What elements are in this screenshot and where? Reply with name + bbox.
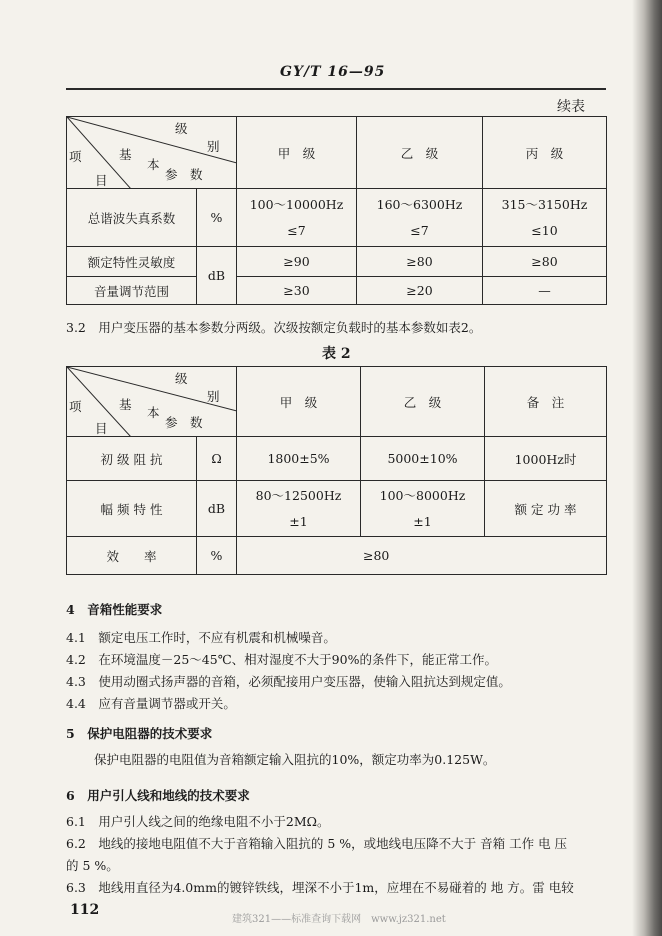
corner-grade: 级 (175, 121, 188, 136)
section-6-item: 6.2 地线的接地电阻值不大于音箱输入阻抗的 5 %，或地线电压降不大于 音箱 工作 电 压 (66, 836, 568, 851)
page-header: GY/T 16—95 (280, 64, 386, 80)
corner-item: 项 (69, 149, 82, 164)
value-cell: 315～3150Hz ≤10 (483, 189, 607, 247)
section-4-item: 4.4 应有音量调节器或开关。 (66, 696, 236, 711)
corner-bie: 别 (207, 139, 220, 154)
section-4-item: 4.3 使用动圈式扬声器的音箱，必须配接用户变压器，使输入阻抗达到规定值。 (66, 674, 511, 689)
value-cell: 100～10000Hz ≤7 (237, 189, 357, 247)
row-label: 总谐波失真系数 (67, 189, 197, 247)
value-cell: ≥90 (237, 247, 357, 277)
section-5-body: 保护电阻器的电阻值为音箱额定输入阻抗的10%，额定功率为0.125W。 (94, 752, 496, 767)
corner-ben: 本 (147, 157, 160, 172)
row-label: 效 率 (67, 537, 197, 575)
value-cell: 160～6300Hz ≤7 (357, 189, 483, 247)
merged-value-cell: ≥80 (237, 537, 607, 575)
page-number: 112 (70, 902, 100, 918)
section-6-item-continued: 的 5 %。 (66, 858, 119, 873)
row-label: 幅 频 特 性 (67, 481, 197, 537)
column-header: 丙 级 (483, 117, 607, 189)
corner-mu: 目 (95, 421, 108, 436)
section-4-item: 4.2 在环境温度－25～45℃、相对湿度不大于90%的条件下，能正常工作。 (66, 652, 497, 667)
column-header: 乙 级 (357, 117, 483, 189)
table-2-caption: 表 2 (322, 346, 351, 362)
column-header: 甲 级 (237, 117, 357, 189)
value-cell: 5000±10% (361, 437, 485, 481)
corner-item: 项 (69, 399, 82, 414)
section-6-item: 6.1 用户引人线之间的绝缘电阻不小于2MΩ。 (66, 814, 330, 829)
section-4-title: 4 音箱性能要求 (66, 602, 163, 617)
table-1 (66, 116, 607, 305)
section-6-item: 6.3 地线用直径为4.0mm的镀锌铁线，埋深不小于1m，应埋在不易碰着的 地 方。雷 电较 (66, 880, 574, 895)
column-header: 乙 级 (361, 367, 485, 437)
value-cell: 1000Hz时 (485, 437, 607, 481)
corner-basic: 基 (119, 397, 132, 412)
value-cell: ≥80 (357, 247, 483, 277)
unit-cell: dB (197, 481, 237, 537)
value-cell: 80～12500Hz ±1 (237, 481, 361, 537)
column-header: 备 注 (485, 367, 607, 437)
column-header: 甲 级 (237, 367, 361, 437)
value-cell: 100～8000Hz ±1 (361, 481, 485, 537)
value-cell: ≥30 (237, 277, 357, 305)
row-label: 初 级 阻 抗 (67, 437, 197, 481)
unit-cell: % (197, 189, 237, 247)
unit-cell: dB (197, 247, 237, 305)
header-rule (66, 88, 606, 90)
section-4-item: 4.1 额定电压工作时，不应有机震和机械噪音。 (66, 630, 336, 645)
table-2 (66, 366, 607, 575)
corner-ben: 本 (147, 405, 160, 420)
table-2-corner-cell (67, 367, 237, 437)
unit-cell: Ω (197, 437, 237, 481)
table-1-corner-cell (67, 117, 237, 189)
unit-cell: % (197, 537, 237, 575)
paragraph-3-2: 3.2 用户变压器的基本参数分两级。次级按额定负载时的基本参数如表2。 (66, 320, 482, 335)
row-label: 音量调节范围 (67, 277, 197, 305)
corner-mu: 目 (95, 173, 108, 188)
scan-edge-shadow (632, 0, 662, 936)
value-cell: — (483, 277, 607, 305)
corner-basic: 基 (119, 147, 132, 162)
corner-params: 参 数 (165, 167, 203, 182)
corner-bie: 别 (207, 389, 220, 404)
corner-grade: 级 (175, 371, 188, 386)
table-continued-label: 续表 (557, 99, 585, 115)
corner-params: 参 数 (165, 415, 203, 430)
section-5-title: 5 保护电阻器的技术要求 (66, 726, 213, 741)
value-cell: 1800±5% (237, 437, 361, 481)
value-cell: ≥80 (483, 247, 607, 277)
value-cell: ≥20 (357, 277, 483, 305)
section-6-title: 6 用户引人线和地线的技术要求 (66, 788, 250, 803)
watermark: 建筑321——标准查询下载网 www.jz321.net (232, 914, 446, 925)
note-cell: 额 定 功 率 (485, 481, 607, 537)
row-label: 额定特性灵敏度 (67, 247, 197, 277)
